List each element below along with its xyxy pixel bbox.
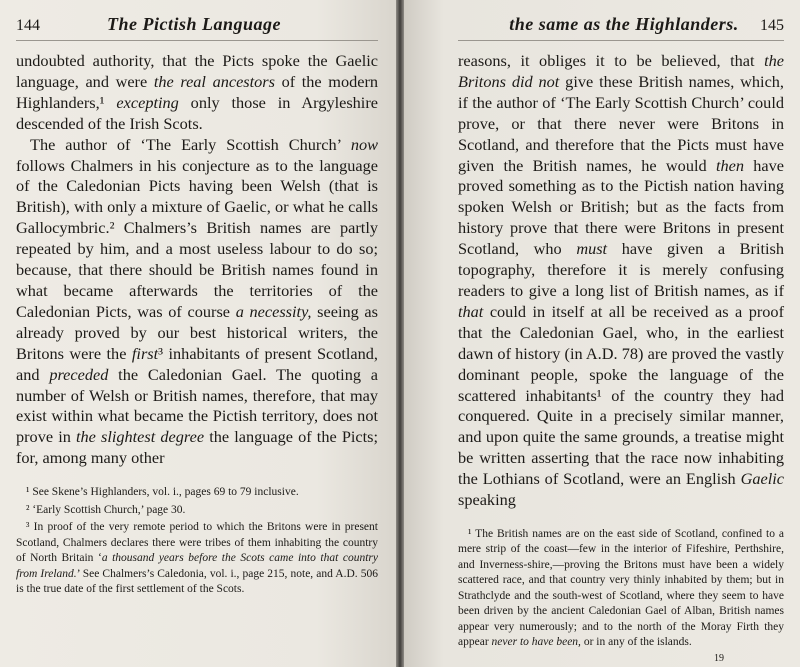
text-run: ³ In proof of the very remote period to which the Britons were in present Scotland, Chalmers declares there were tribes of them inhabiting the country of North Britain ‘ <box>16 521 378 565</box>
italic-run: preceded <box>49 364 109 384</box>
text-run: ’ See Chalmers’s Caledonia, vol. i., page 215, note, and A.D. 506 is the true date of the first settlement of the Scots. <box>16 567 378 596</box>
right-footnotes <box>458 527 784 651</box>
text-run: The author of ‘The Early Scottish Church’ <box>30 134 351 154</box>
text-run: seeing as already proved by our best historical writers, the Britons were the <box>16 301 378 363</box>
italic-run: must <box>576 239 608 259</box>
italic-run: now <box>350 134 378 154</box>
right-body-text <box>458 51 784 511</box>
italic-run: that <box>458 301 484 321</box>
right-running-head: the same as the Highlanders. <box>509 14 739 34</box>
italic-run: never to have been, <box>491 636 581 649</box>
left-paragraph-2 <box>16 135 378 470</box>
left-page-number: 144 <box>16 17 40 34</box>
text-run: could in itself at all be received as a proof that the Caledonian Gael, who, in the earliest dawn of history (in A.D. 78) are proved the vastly dominant people, spoke the language of the scattered inhabitants¹ of the country they had conquered. Quite in a precisely similar manner, and upon quite the same grounds, a treatise might be written asserting that the race now inhabiting the Lothians of Scotland, were an English <box>458 301 784 489</box>
footnote-1-right <box>458 527 784 651</box>
signature-mark: 19 <box>714 652 724 664</box>
left-running-head: The Pictish Language <box>106 14 281 34</box>
footnote-1: ¹ See Skene’s Highlanders, vol. i., pages 69 to 79 inclusive. <box>26 486 299 499</box>
text-run: have proved something as to the Pictish nation having spoken Welsh or British; but as the facts from history prove that there were Britons in present Scotland, who <box>458 155 785 259</box>
text-run: speaking <box>458 490 516 510</box>
text-run: give these British names, which, if the author of ‘The Early Scottish Church’ could prove, or that there never were Britons in Scotland, and therefore that the Picts must have given the British names, he would <box>458 71 785 175</box>
left-body-text <box>16 51 378 469</box>
left-footnotes <box>16 485 378 598</box>
right-paragraph-1 <box>458 51 784 511</box>
right-page-header <box>458 14 784 41</box>
book-gutter <box>396 0 404 667</box>
text-run: ³ inhabitants of present Scotland, and <box>16 343 379 384</box>
italic-run: the Britons did not <box>458 51 784 91</box>
italic-run: a thousand years before the Scots came into that country from Ireland. <box>16 552 378 580</box>
text-run: have given a British topography, therefore it is merely confusing readers to give a long list of British names, as if <box>458 239 784 300</box>
left-page-header <box>16 14 378 41</box>
italic-run: a necessity, <box>235 301 312 321</box>
italic-run: the real ancestors <box>153 71 275 91</box>
italic-run: first <box>131 343 159 363</box>
text-run: the language of the Picts; for, among many other <box>16 427 379 468</box>
italic-run: then <box>715 155 744 175</box>
italic-run: Gaelic <box>740 469 784 489</box>
right-page <box>404 0 800 667</box>
text-run: follows Chalmers in his conjecture as to the language of the Caledonian Picts having been Welsh (that is British), with only a mixture of Gaelic, or what he calls Gallocymbric.² Chalmers’s British names are partly repeated by him, and a most useless labour to do so; because, that there should be British names found in what became afterwards the territories of the Caledonian Picts, was of course <box>16 155 378 321</box>
text-run: only those in Argyleshire descended of the Irish Scots. <box>16 92 378 133</box>
text-run: ¹ The British names are on the east side of Scotland, confined to a mere strip of the coast—few in the interior of Fifeshire, Perthshire, and Inverness-shire,—proving the Britons must have been a widely scattered race, and that country very thinly inhabited by them; but in Strathclyde and the south-west of Scotland, where they seem to have been driven by the ancient Caledonian Gael of Alban, British names appear very numerously; and to the north of the Moray Firth they appear <box>458 527 784 649</box>
italic-run: the slightest degree <box>75 427 205 447</box>
italic-run: excepting <box>116 92 179 112</box>
text-run: of the modern Highlanders,¹ <box>16 71 379 112</box>
right-page-number: 145 <box>760 17 784 34</box>
left-paragraph-1 <box>16 51 378 135</box>
footnote-3 <box>16 520 378 598</box>
footnote-2: ² ‘Early Scottish Church,’ page 30. <box>26 503 186 516</box>
text-run: undoubted authority, that the Picts spoke the Gaelic language, and were <box>16 51 378 91</box>
text-run: or in any of the islands. <box>580 636 692 649</box>
text-run: the Caledonian Gael. The quoting a number of Welsh or British names, therefore, that may exist within what became the Pictish territory, does not prove in <box>16 364 379 447</box>
left-page <box>0 0 396 667</box>
text-run: reasons, it obliges it to be believed, that <box>458 51 765 70</box>
